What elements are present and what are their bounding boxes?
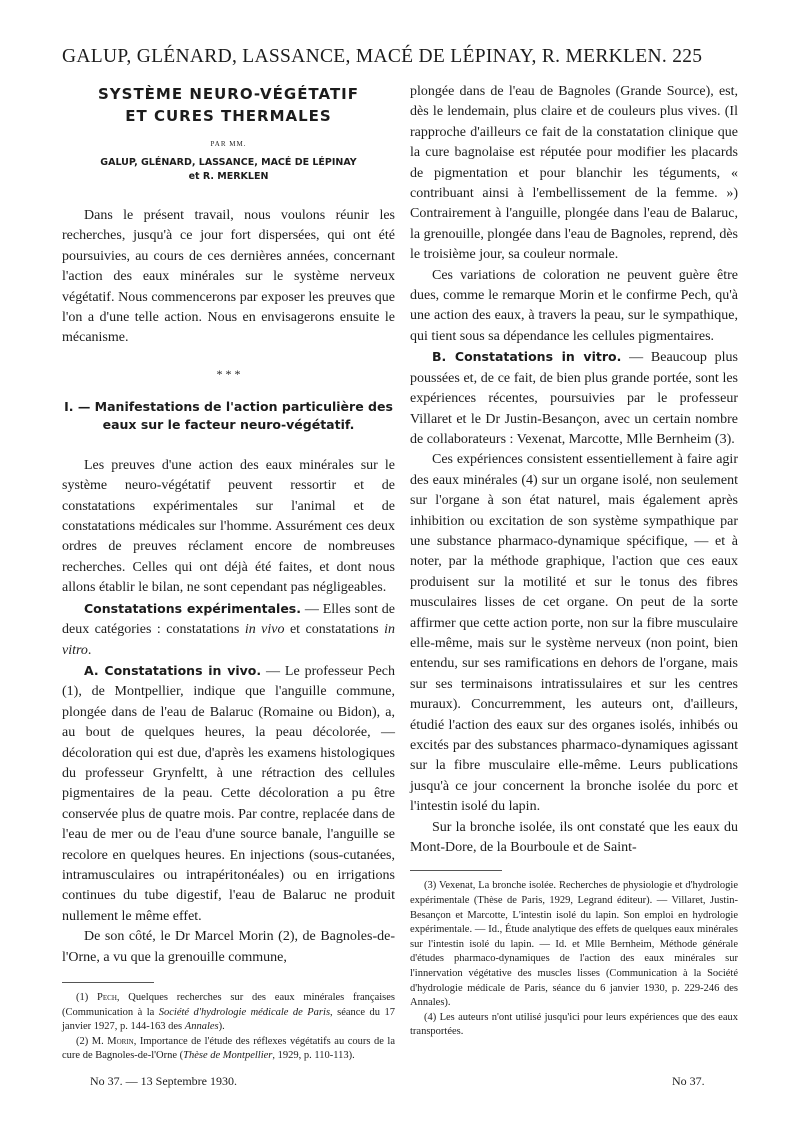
- left-column: [62, 82, 395, 1064]
- fn2-author: Morin: [107, 1035, 134, 1047]
- fn2-thesis: Thèse de Montpellier: [183, 1050, 273, 1062]
- constatations-heading: Constatations expérimentales.: [84, 600, 302, 616]
- fn1-text-c: , séance du 17 janvier 1927, p. 144-163 des: [62, 1006, 395, 1033]
- fn1-annales: Annales: [184, 1021, 219, 1033]
- paragraph-bronche: Sur la bronche isolée, ils ont constaté que les eaux du Mont-Dore, de la Bourboule et de Saint-: [410, 819, 738, 856]
- in-vivo-text: — Le professeur Pech (1), de Montpellier, indique que l'anguille commune, plongée dans de l'eau de Balaruc (Romaine ou Bidon), a, au bout de quelques heures, la peau décolorée, — décoloration qui est due, d'après les examens histologiques du professeur Grynfeltt, à une rétraction des cellules pigmentaires de la peau. Cette décoloration a pu être conservée plus de quatre mois. Par contre, replacée dans de l'eau de mer ou de l'eau d'une source banale, l'anguille se recolore en quelques heures. En injections (sous-cutanées, intramusculaires ou intrapéritonéales) ou en irrigations continues du tube digestif, l'eau de Balaruc ne produit nullement le même effet.: [62, 663, 396, 924]
- paragraph-constatations: [62, 599, 395, 661]
- footnote-2: [62, 1035, 395, 1064]
- fn2-end: , 1929, p. 110-113).: [272, 1050, 355, 1062]
- footer-issue-date: No 37. — 13 Septembre 1930.: [90, 1074, 237, 1088]
- constatations-text-b: et constatations: [284, 622, 385, 638]
- article-title-line1: SYSTÈME NEURO-VÉGÉTATIF: [97, 85, 360, 103]
- footnote-rule-right: [410, 870, 502, 871]
- fn1-number: (1): [76, 992, 98, 1003]
- article-title-line2: ET CURES THERMALES: [125, 107, 332, 125]
- right-column: [410, 82, 738, 1040]
- fn1-end: ).: [218, 1021, 225, 1033]
- fn1-journal: Société d'hydrologie médicale de Paris: [158, 1006, 331, 1018]
- in-vivo-term: in vivo: [244, 622, 285, 638]
- paragraph-experiences: Ces expériences consistent essentiellement à faire agir des eaux minérales (4) sur un organe isolé, non seulement sur l'organe à son état naturel, mais également après inhibition ou excitation de son système sympathique par une substance pharmaco-dynamique spécifique, — et à noter, par la méthode graphique, l'action que ces eaux produisent sur la motilité et sur le tonus des fibres musculaires lisses de cet organe. On peut de la sorte affirmer que cette action porte, non sur la fibre musculaire elle-même, mais sur le système nerveux (non point, bien entendu, sur ses ramifications en dehors de l'organe, mais sur ses terminaisons intratissulaires et sur les centres muraux). Concurremment, les auteurs ont, d'ailleurs, étudié l'action des eaux sur des organes isolés, inhibés ou excités par des substances pharmaco-dynamiques agissant sur la fibre musculaire elle-même. Leurs publications jusqu'à ce jour concernent la bronche isolée du porc et l'intestin isolé du lapin.: [410, 452, 738, 815]
- in-vitro-term: in vitro: [62, 622, 395, 658]
- in-vivo-heading: A. Constatations in vivo.: [84, 662, 262, 678]
- section-heading: I. — Manifestations de l'action particulière des eaux sur le facteur neuro-végétatif.: [64, 398, 393, 432]
- running-head: GALUP, GLÉNARD, LASSANCE, MACÉ DE LÉPINAY, R. MERKLEN. 225: [62, 46, 703, 67]
- footer-issue-number: No 37.: [672, 1074, 705, 1088]
- in-vitro-heading: B. Constatations in vitro.: [432, 349, 622, 365]
- footnote-1: [62, 991, 395, 1035]
- footnote-rule-left: [62, 982, 154, 983]
- paragraph-preuves: Les preuves d'une action des eaux minérales sur le système neuro-végétatif peuvent ressortir et de constatations expérimentales sur l'animal et de constatations médicales sur l'homme. Assurément ces deux ordres de preuves réclament encore de nombreuses recherches. Celles qui ont déjà été faites, et dont nous allons établir le bilan, ne sont cependant pas négligeables.: [62, 457, 395, 596]
- paragraph-variations: Ces variations de coloration ne peuvent guère être dues, comme le remarque Morin et le confirme Pech, qu'à une action des eaux, à travers la peau, sur le sympathique, qui tient sous sa dépendance les cellules pigmentaires.: [410, 267, 738, 344]
- authors-line1: GALUP, GLÉNARD, LASSANCE, MACÉ DE LÉPINAY: [100, 157, 357, 168]
- constatations-text-c: .: [87, 642, 92, 658]
- par-mm: PAR MM.: [210, 140, 247, 148]
- footnote-4: (4) Les auteurs n'ont utilisé jusqu'ici pour leurs expériences que des eaux transportées.: [410, 1011, 738, 1038]
- intro-paragraph: Dans le présent travail, nous voulons réunir les recherches, jusqu'à ce jour fort dispersées, qui ont été poursuivies, au cours de ces dernières années, concernant l'action des eaux minérales sur le système nerveux végétatif. Nous commencerons par exposer les preuves que l'on a d'une telle action. Nous en envisagerons ensuite le mécanisme.: [62, 208, 395, 346]
- paragraph-grenouille: plongée dans de l'eau de Bagnoles (Grande Source), est, dès le lendemain, plus claire et de couleurs plus vives. (Il rapproche d'ailleurs ce fait de la constatation clinique que la cure bagnolaise est réputée pour modifier les placards de pigmentation et pour blanchir les téguments, « contribuant ainsi à l'embellissement de la femme. ») Contrairement à l'anguille, plongée dans l'eau de Balaruc, la grenouille, plongée dans l'eau de Bagnoles, reprend, dès le troisième jour, sa couleur normale.: [410, 84, 738, 263]
- paragraph-in-vitro: [410, 347, 738, 450]
- fn1-text: , Quelques recherches sur des eaux minérales françaises (Communication à la: [62, 992, 395, 1018]
- authors-line2: et R. MERKLEN: [188, 171, 269, 182]
- in-vitro-text: — Beaucoup plus poussées et, de ce fait, de bien plus grande portée, sont les expériences récentes, poursuivies par le professeur Villaret et le Dr Justin-Besançon, avec un certain nombre de collaborateurs : Vexenat, Marcotte, Mlle Bernheim (3).: [410, 350, 738, 447]
- paragraph-in-vivo: [62, 661, 395, 927]
- constatations-text-a: — Elles sont de deux catégories : constatations: [62, 601, 396, 638]
- section-stars: * * *: [216, 366, 241, 381]
- fn2-number: (2) M.: [76, 1035, 108, 1047]
- fn2-text: , Importance de l'étude des réflexes végétatifs au cours de la cure de Bagnoles-de-l'Orne (: [62, 1035, 395, 1062]
- paragraph-morin: De son côté, le Dr Marcel Morin (2), de Bagnoles-de-l'Orne, a vu que la grenouille commune,: [62, 929, 395, 965]
- footnote-3: (3) Vexenat, La bronche isolée. Recherches de physiologie et d'hydrologie expérimentale (Thèse de Paris, 1929, Legrand éditeur). — Villaret, Justin-Besançon et Marcotte, L'intestin isolé du lapin. Son emploi en hydrologie expérimentale. — Id., Étude analytique des effets de quelques eaux minérales sur l'intestin isolé du lapin. — Id. et Mlle Bernheim, Méthode générale d'études pharmaco-dynamiques de l'action des eaux minérales sur l'innervation végétative des muscles lisses (Communication à la Société d'hydrologie médicale de Paris, séance du 6 janvier 1930, p. 229-246 des Annales).: [410, 880, 738, 1009]
- fn1-author: Pech: [97, 992, 117, 1003]
